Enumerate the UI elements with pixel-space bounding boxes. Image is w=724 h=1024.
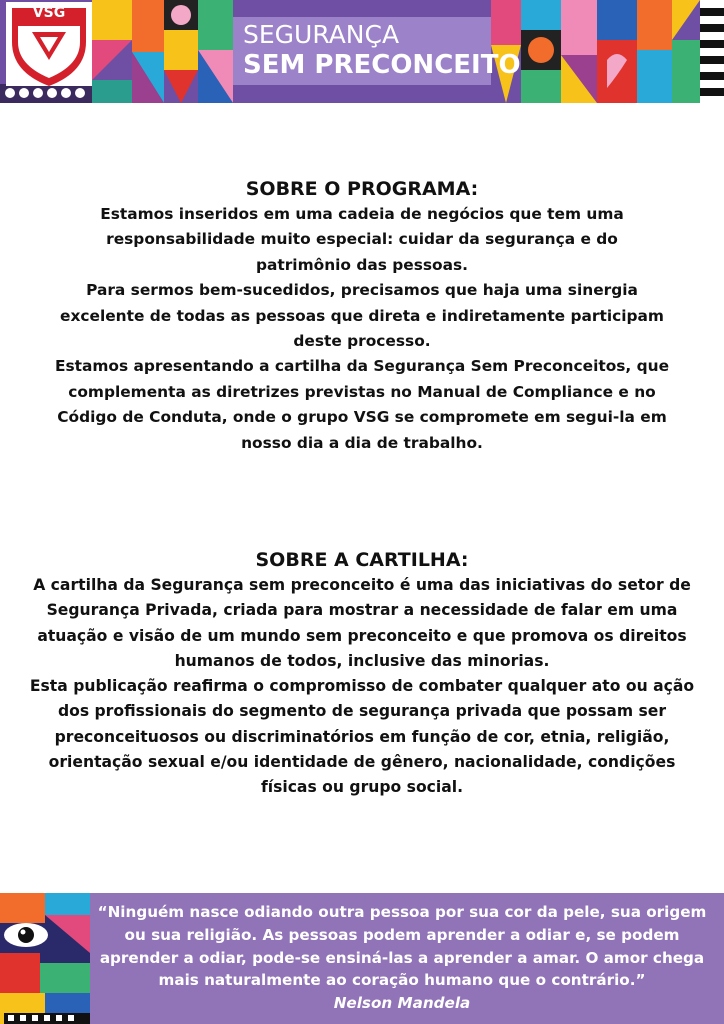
header-banner bbox=[0, 0, 724, 103]
quote-block bbox=[92, 901, 712, 1015]
program-paragraph-2: Para sermos bem-sucedidos, precisamos que haja uma sinergia excelente de todas as pessoas que direta e indiretamente participam deste processo. bbox=[60, 281, 664, 351]
program-paragraph-1: Estamos inseridos em uma cadeia de negócios que tem uma responsabilidade muito especial: cuidar da segurança e do patrimônio das pessoas. bbox=[100, 205, 624, 274]
quote-author: Nelson Mandela bbox=[333, 994, 471, 1013]
program-heading: SOBRE O PROGRAMA: bbox=[245, 178, 479, 200]
booklet-paragraph-2: Esta publicação reafirma o compromisso de combater qualquer ato ou ação dos profissionais do segmento de segurança privada que possam ser preconceituosos ou discriminatórios em função de cor, etnia, religião, orientação sexual e/ou identidade de gênero, nacionalidade, condições físicas ou grupo social. bbox=[29, 677, 695, 797]
program-section bbox=[20, 176, 704, 456]
logo-text: VSG bbox=[32, 5, 66, 21]
booklet-heading: SOBRE A CARTILHA: bbox=[255, 549, 469, 571]
eye-illustration bbox=[0, 893, 90, 1024]
quote-footer bbox=[0, 893, 724, 1024]
title-line-2: SEM PRECONCEITO bbox=[243, 50, 521, 80]
quote-text: “Ninguém nasce odiando outra pessoa por sua cor da pele, sua origem ou sua religião. As pessoas podem aprender a odiar e, se podem aprender a odiar, pode-se ensiná-las a aprender a amar. O amor chega mais naturalmente ao coração humano que o contrário.” bbox=[97, 903, 707, 990]
booklet-section bbox=[20, 547, 704, 801]
title-line-1: SEGURANÇA bbox=[243, 20, 400, 49]
booklet-paragraph-1: A cartilha da Segurança sem preconceito é uma das iniciativas do setor de Segurança Privada, criada para mostrar a necessidade de falar em uma atuação e visão de um mundo sem preconceito e que promova os direitos humanos de todos, inclusive das minorias. bbox=[33, 576, 691, 670]
program-paragraph-3: Estamos apresentando a cartilha da Segurança Sem Preconceitos, que complementa as diretrizes previstas no Manual de Compliance e no Código de Conduta, onde o grupo VSG se compromete em segui-la em nosso dia a dia de trabalho. bbox=[54, 357, 670, 452]
title-box bbox=[233, 17, 521, 85]
